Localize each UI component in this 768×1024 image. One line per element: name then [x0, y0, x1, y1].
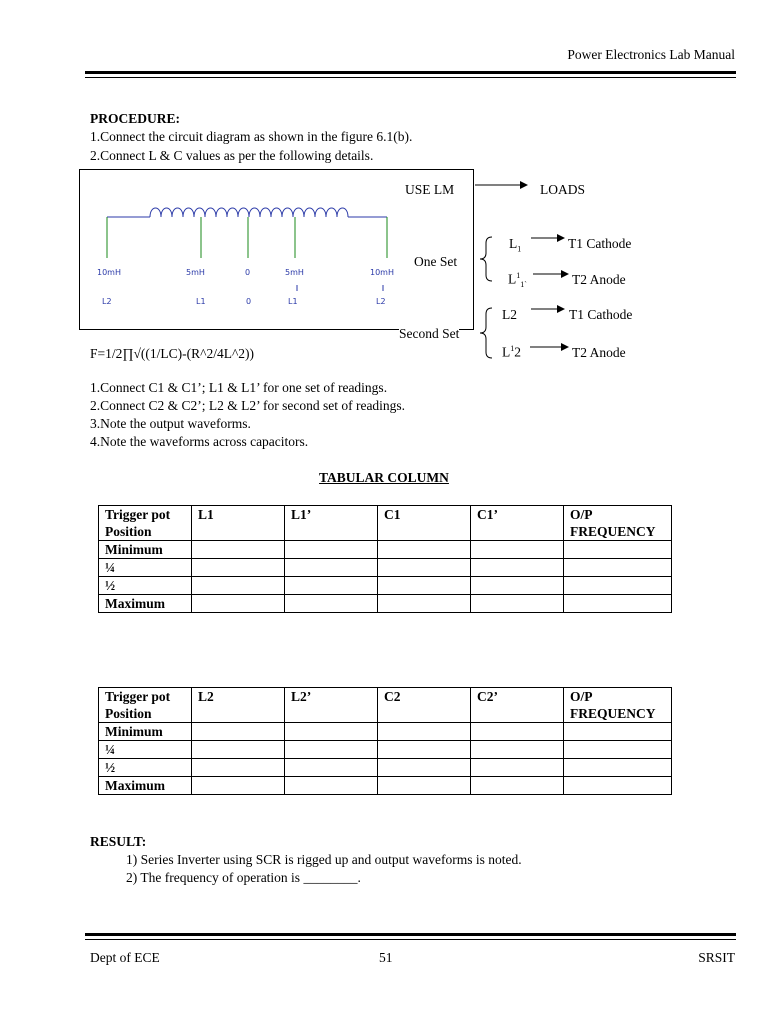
t2-anode-label-1: T2 Anode — [572, 272, 626, 287]
table-cell — [285, 723, 378, 741]
l2-prime-label: $L^12$ — [502, 344, 521, 360]
brace-second-set — [480, 308, 492, 358]
table-row — [99, 595, 672, 613]
tap-value-5: 10mH — [370, 268, 394, 277]
table-cell — [378, 741, 471, 759]
table-cell — [564, 741, 672, 759]
table-cell — [471, 759, 564, 777]
reading-step-4: 4.Note the waveforms across capacitors. — [90, 434, 309, 449]
table-cell — [564, 723, 672, 741]
tap-label-4: L1 — [288, 297, 298, 306]
table-row — [99, 577, 672, 595]
one-set-label: One Set — [414, 254, 458, 269]
header-cell: Trigger pot Position — [99, 506, 192, 541]
header-cell: C2 — [378, 688, 471, 723]
table-cell — [192, 559, 285, 577]
tap-label-5: L2 — [376, 297, 386, 306]
header-title: Power Electronics Lab Manual — [567, 47, 735, 62]
annotation-arrows — [470, 175, 600, 375]
header-cell: Trigger pot Position — [99, 688, 192, 723]
brace-one-set — [480, 237, 492, 281]
row-label: Minimum — [99, 723, 192, 741]
table-cell — [564, 777, 672, 795]
table-cell — [471, 577, 564, 595]
table-cell — [378, 559, 471, 577]
table-cell — [471, 741, 564, 759]
header-cell: L2’ — [285, 688, 378, 723]
tap-label-2: L1 — [196, 297, 206, 306]
tabular-column-title: TABULAR COLUMN — [319, 470, 449, 485]
footer-department: Dept of ECE — [90, 950, 160, 965]
table-row — [99, 777, 672, 795]
tap-value-2: 5mH — [186, 268, 205, 277]
header-cell: C1’ — [471, 506, 564, 541]
header-rule-thin — [85, 77, 736, 78]
table-cell — [285, 577, 378, 595]
table-cell — [564, 759, 672, 777]
tap-value-3: 0 — [245, 268, 251, 277]
header-rule — [85, 71, 736, 74]
table-cell — [192, 541, 285, 559]
table-cell — [564, 595, 672, 613]
row-label: ¼ — [99, 741, 192, 759]
header-cell: C1 — [378, 506, 471, 541]
footer-page-number: 51 — [379, 950, 393, 965]
table-cell — [378, 577, 471, 595]
footer-institution: SRSIT — [698, 950, 735, 965]
table-cell — [378, 723, 471, 741]
table-cell — [285, 777, 378, 795]
table-cell — [285, 595, 378, 613]
result-line-2: 2) The frequency of operation is ________. — [126, 870, 361, 885]
row-label: Maximum — [99, 777, 192, 795]
procedure-step-2: 2.Connect L & C values as per the following details. — [90, 148, 374, 163]
table-row — [99, 559, 672, 577]
table-cell — [564, 541, 672, 559]
header-cell: O/P FREQUENCY — [564, 688, 672, 723]
table-set-1 — [98, 505, 672, 613]
tap-label-3: 0 — [246, 297, 252, 306]
table-cell — [378, 759, 471, 777]
table-cell — [192, 741, 285, 759]
result-line-1: 1) Series Inverter using SCR is rigged up and output waveforms is noted. — [126, 852, 522, 867]
table-cell — [378, 595, 471, 613]
table-cell — [285, 741, 378, 759]
table-cell — [192, 723, 285, 741]
tap-value-1: 10mH — [97, 268, 121, 277]
t1-cathode-label-2: T1 Cathode — [569, 307, 633, 322]
table-cell — [378, 777, 471, 795]
t1-cathode-label-1: T1 Cathode — [568, 236, 632, 251]
tap-label-1: L2 — [102, 297, 112, 306]
table-row — [99, 723, 672, 741]
table-row — [99, 741, 672, 759]
l1-prime-label: $L^1_{1`}$ — [508, 271, 527, 290]
table-cell — [564, 559, 672, 577]
t2-anode-label-2: T2 Anode — [572, 345, 626, 360]
row-label: ½ — [99, 577, 192, 595]
second-set-label: Second Set — [399, 326, 460, 341]
row-label: ¼ — [99, 559, 192, 577]
inductor-coil — [150, 208, 348, 217]
procedure-heading: PROCEDURE: — [90, 111, 180, 126]
result-heading: RESULT: — [90, 834, 147, 849]
header-cell: L1’ — [285, 506, 378, 541]
table-cell — [471, 723, 564, 741]
table-cell — [471, 595, 564, 613]
table-cell — [471, 559, 564, 577]
reading-step-3: 3.Note the output waveforms. — [90, 416, 251, 431]
table-cell — [564, 577, 672, 595]
header-cell: C2’ — [471, 688, 564, 723]
reading-step-1: 1.Connect C1 & C1’; L1 & L1’ for one set of readings. — [90, 380, 388, 395]
table-cell — [471, 777, 564, 795]
row-label: Maximum — [99, 595, 192, 613]
table-cell — [192, 595, 285, 613]
use-lm-label: USE LM — [405, 182, 455, 197]
table-cell — [285, 541, 378, 559]
table-cell — [378, 541, 471, 559]
header-cell: O/P FREQUENCY — [564, 506, 672, 541]
table-cell — [192, 777, 285, 795]
row-label: ½ — [99, 759, 192, 777]
procedure-step-1: 1.Connect the circuit diagram as shown in the figure 6.1(b). — [90, 129, 413, 144]
footer-rule-thin — [85, 939, 736, 940]
table-cell — [285, 759, 378, 777]
table-cell — [192, 759, 285, 777]
header-cell: L1 — [192, 506, 285, 541]
table-row — [99, 541, 672, 559]
table-row — [99, 759, 672, 777]
table-header-row — [99, 506, 672, 541]
frequency-formula: F=1/2∏√((1/LC)-(R^2/4L^2)) — [90, 346, 255, 361]
table-header-row — [99, 688, 672, 723]
row-label: Minimum — [99, 541, 192, 559]
reading-step-2: 2.Connect C2 & C2’; L2 & L2’ for second set of readings. — [90, 398, 406, 413]
header-cell: L2 — [192, 688, 285, 723]
table-cell — [285, 559, 378, 577]
footer-rule — [85, 933, 736, 936]
tap-value-4: 5mH — [285, 268, 304, 277]
loads-label: LOADS — [540, 182, 586, 197]
table-set-2 — [98, 687, 672, 795]
l1-label: $L_1$ — [509, 236, 522, 254]
table-cell — [192, 577, 285, 595]
table-cell — [471, 541, 564, 559]
l2-label: L2 — [502, 307, 517, 322]
